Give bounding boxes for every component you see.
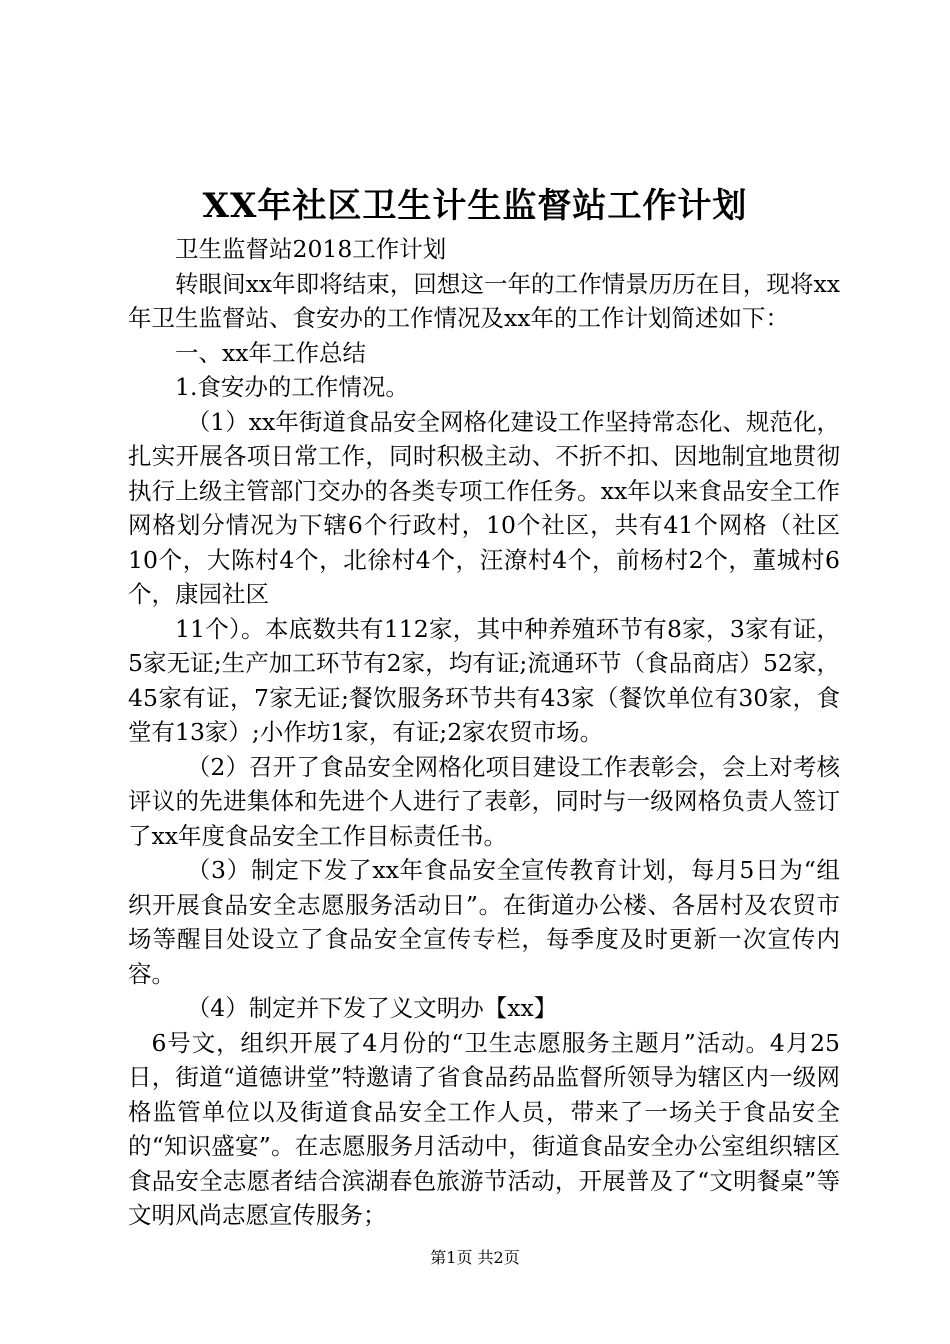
paragraph-subtitle: 卫生监督站2018工作计划 <box>175 235 447 263</box>
document-title: XX年社区卫生计生监督站工作计划 <box>202 186 748 226</box>
section-heading: 一、xx年工作总结 <box>175 338 367 367</box>
paragraph-item-1-cont: 11个）。本底数共有112家，其中种养殖环节有8家，3家有证，5家无证;生产加工环节有2家，均有证;流通环节（食品商店）52家，45家有证，7家无证;餐饮服务环节共有43家（餐饮单位有30家，食堂有13家）;小作坊1家，有证;2家农贸市场。 <box>128 614 840 746</box>
paragraph-item-4-cont: 6号文，组织开展了4月份的“卫生志愿服务主题月”活动。4月25日，街道“道德讲堂”特邀请了省食品药品监督所领导为辖区内一级网格监管单位以及街道食品安全工作人员，带来了一场关于食品安全的“知识盛宴”。在志愿服务月活动中，街道食品安全办公室组织辖区食品安全志愿者结合滨湖春色旅游节活动，开展普及了“文明餐桌”等文明风尚志愿宣传服务； <box>128 1028 840 1229</box>
paragraph-item-1: （1）xx年街道食品安全网格化建设工作坚持常态化、规范化，扎实开展各项日常工作，同时积极主动、不折不扣、因地制宜地贯彻执行上级主管部门交办的各类专项工作任务。xx年以来食品安全工作网格划分情况为下辖6个行政村，10个社区，共有41个网格（社区10个，大陈村4个，北徐村4个，汪潦村4个，前杨村2个，董城村6个，康园社区 <box>128 407 840 608</box>
paragraph-intro: 转眼间xx年即将结束，回想这一年的工作情景历历在目，现将xx年卫生监督站、食安办的工作情况及xx年的工作计划简述如下： <box>128 269 840 332</box>
document-body <box>128 232 840 1233</box>
page-footer: 第1页 共2页 <box>430 1248 520 1267</box>
paragraph-item-3: （3）制定下发了xx年食品安全宣传教育计划，每月5日为“组织开展食品安全志愿服务活动日”。在街道办公楼、各居村及农贸市场等醒目处设立了食品安全宣传专栏，每季度及时更新一次宣传内容。 <box>128 856 840 988</box>
paragraph-item-2: （2）召开了食品安全网格化项目建设工作表彰会，会上对考核评议的先进集体和先进个人进行了表彰，同时与一级网格负责人签订了xx年度食品安全工作目标责任书。 <box>128 752 840 850</box>
subsection-heading: 1.食安办的工作情况。 <box>175 373 409 401</box>
paragraph-item-4: （4）制定并下发了义文明办【xx】 <box>186 994 558 1022</box>
